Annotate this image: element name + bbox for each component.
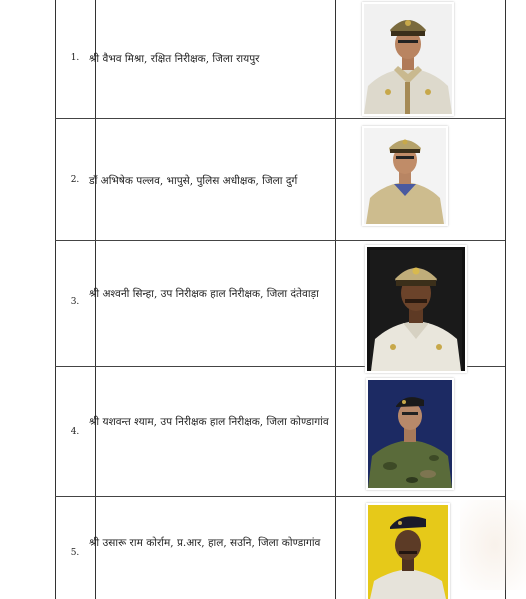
paper-stain — [460, 500, 526, 590]
row-number: 1. — [70, 53, 80, 63]
row-description: श्री उसारू राम कोर्राम, प्र.आर, हाल, सउनि, जिला कोण्डागांव — [89, 537, 321, 549]
row-description: श्री यशवन्त श्याम, उप निरीक्षक हाल निरीक्षक, जिला कोण्डागांव — [89, 416, 329, 428]
soldier-portrait-icon — [368, 380, 452, 488]
row-number: 5. — [70, 548, 80, 558]
row-description: श्री वैभव मिश्रा, रक्षित निरीक्षक, जिला रायपुर — [89, 53, 260, 65]
officer-portrait-icon — [364, 128, 446, 224]
officer-portrait-icon — [367, 247, 465, 371]
row-divider — [55, 118, 505, 119]
row-number: 3. — [70, 297, 80, 307]
row-divider — [55, 240, 505, 241]
row-number: 2. — [70, 175, 80, 185]
officer-portrait-icon — [368, 505, 448, 599]
row-number: 4. — [70, 427, 80, 437]
row-description: डॉ अभिषेक पल्लव, भापुसे, पुलिस अधीक्षक, जिला दुर्ग — [89, 175, 298, 187]
row-description: श्री अश्वनी सिन्हा, उप निरीक्षक हाल निरीक्षक, जिला दंतेवाड़ा — [89, 288, 319, 300]
table-column-divider — [335, 0, 336, 599]
row-divider — [55, 496, 505, 497]
officer-portrait-icon — [364, 4, 452, 114]
